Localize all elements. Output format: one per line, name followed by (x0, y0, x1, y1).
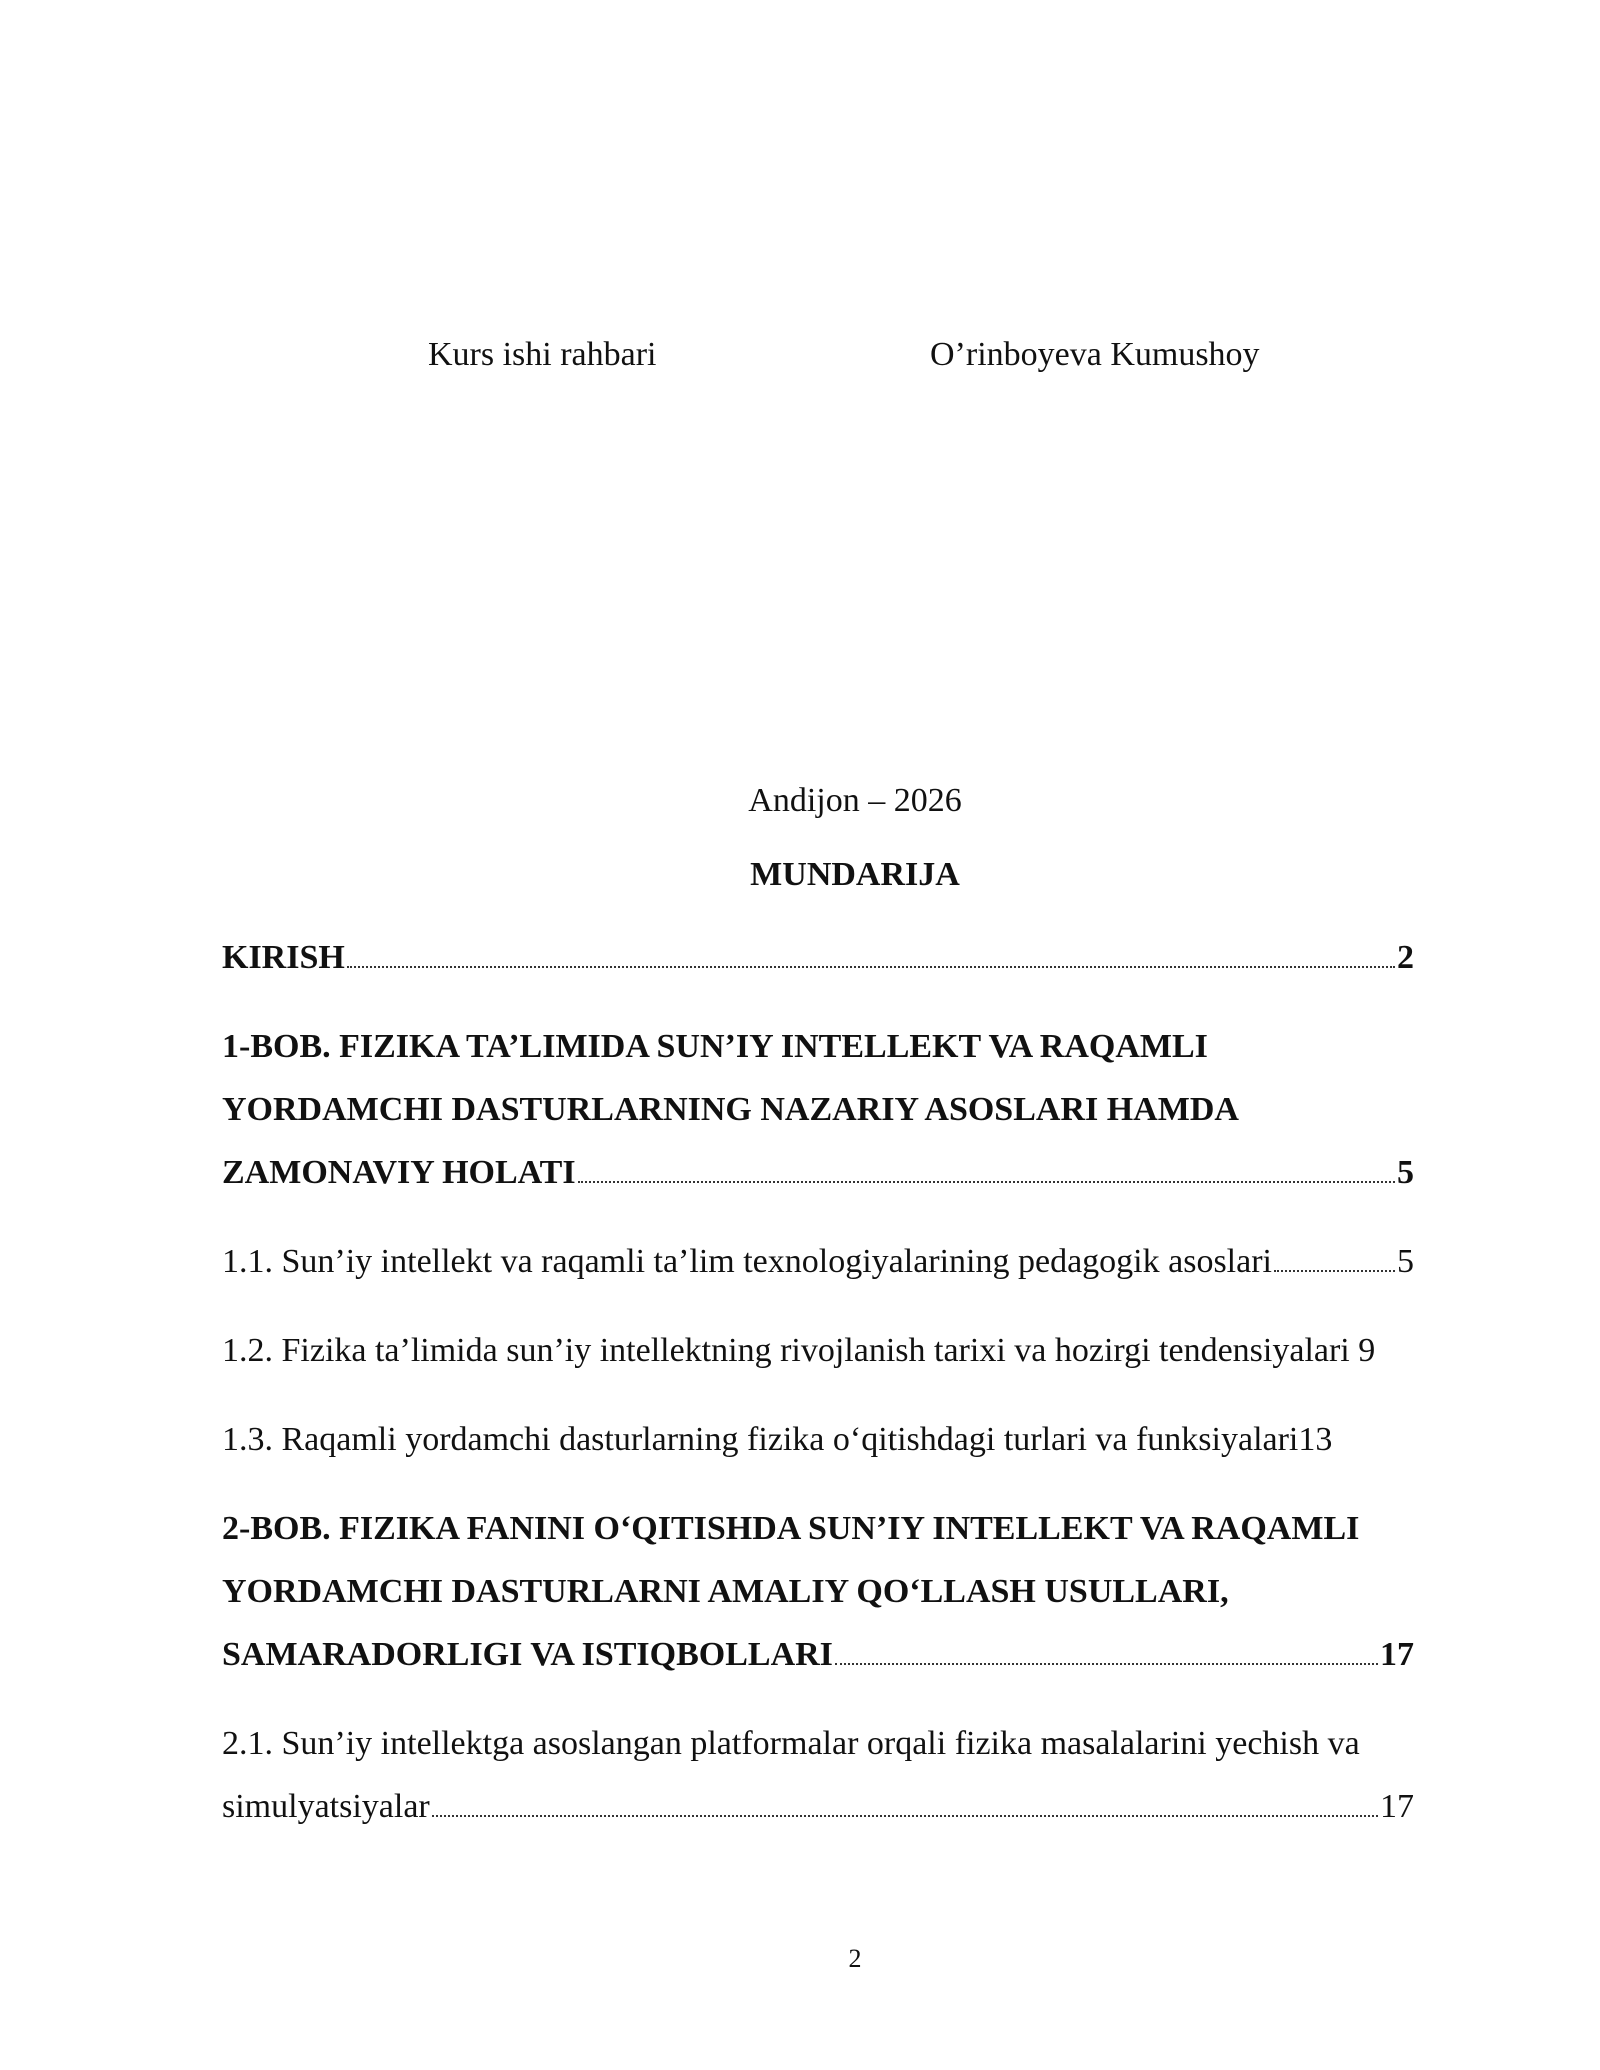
toc-entry-section-1-2[interactable] (222, 1319, 1462, 1382)
toc-entry-title-line: 2-BOB. FIZIKA FANINI O‘QITISHDA SUN’IY INTELLEKT VA RAQAMLI (222, 1510, 1360, 1547)
supervisor-row (0, 336, 1600, 386)
toc-leader-dots (1274, 1270, 1395, 1272)
toc-entry-page: 17 (1380, 1636, 1414, 1673)
supervisor-label: Kurs ishi rahbari (428, 336, 657, 373)
toc-entry-title: 1.1. Sun’iy intellekt va raqamli ta’lim texnologiyalarining pedagogik asoslari (222, 1243, 1272, 1280)
place-year: Andijon – 2026 (748, 782, 962, 819)
toc-entry-title: 1.3. Raqamli yordamchi dasturlarning fizika o‘qitishdagi turlari va funksiyalari13 (222, 1421, 1333, 1458)
toc-entry-chapter-1[interactable] (222, 1015, 1462, 1204)
toc-entry-chapter-2[interactable] (222, 1497, 1462, 1686)
table-of-contents (222, 926, 1462, 1864)
toc-entry-page: 2 (1397, 939, 1414, 976)
toc-entry-page: 5 (1397, 1154, 1414, 1191)
toc-leader-dots (347, 966, 1395, 968)
toc-entry-page: 5 (1397, 1243, 1414, 1280)
toc-entry-title-line: SAMARADORLIGI VA ISTIQBOLLARI (222, 1636, 833, 1673)
toc-entry-title-line: 2.1. Sun’iy intellektga asoslangan platformalar orqali fizika masalalarini yechish va (222, 1725, 1360, 1762)
toc-entry-kirish[interactable] (222, 926, 1462, 989)
toc-entry-title-line: simulyatsiyalar (222, 1788, 430, 1825)
supervisor-name: O’rinboyeva Kumushoy (930, 336, 1260, 373)
toc-entry-section-1-3[interactable] (222, 1408, 1462, 1471)
toc-entry-title-line: ZAMONAVIY HOLATI (222, 1154, 576, 1191)
toc-entry-page: 17 (1380, 1788, 1414, 1825)
toc-entry-title-line: YORDAMCHI DASTURLARNI AMALIY QO‘LLASH USULLARI, (222, 1573, 1229, 1610)
toc-entry-title: KIRISH (222, 939, 345, 976)
toc-leader-dots (835, 1663, 1378, 1665)
toc-leader-dots (578, 1181, 1395, 1183)
toc-entry-title-line: YORDAMCHI DASTURLARNING NAZARIY ASOSLARI HAMDA (222, 1091, 1239, 1128)
toc-entry-title: 1.2. Fizika ta’limida sun’iy intellektning rivojlanish tarixi va hozirgi tendensiyalari 9 (222, 1332, 1376, 1369)
toc-entry-section-1-1[interactable] (222, 1230, 1462, 1293)
toc-heading: MUNDARIJA (750, 856, 960, 893)
toc-entry-title-line: 1-BOB. FIZIKA TA’LIMIDA SUN’IY INTELLEKT VA RAQAMLI (222, 1028, 1208, 1065)
toc-leader-dots (432, 1815, 1378, 1817)
toc-entry-section-2-1[interactable] (222, 1712, 1462, 1838)
page-number: 2 (848, 1944, 862, 1973)
